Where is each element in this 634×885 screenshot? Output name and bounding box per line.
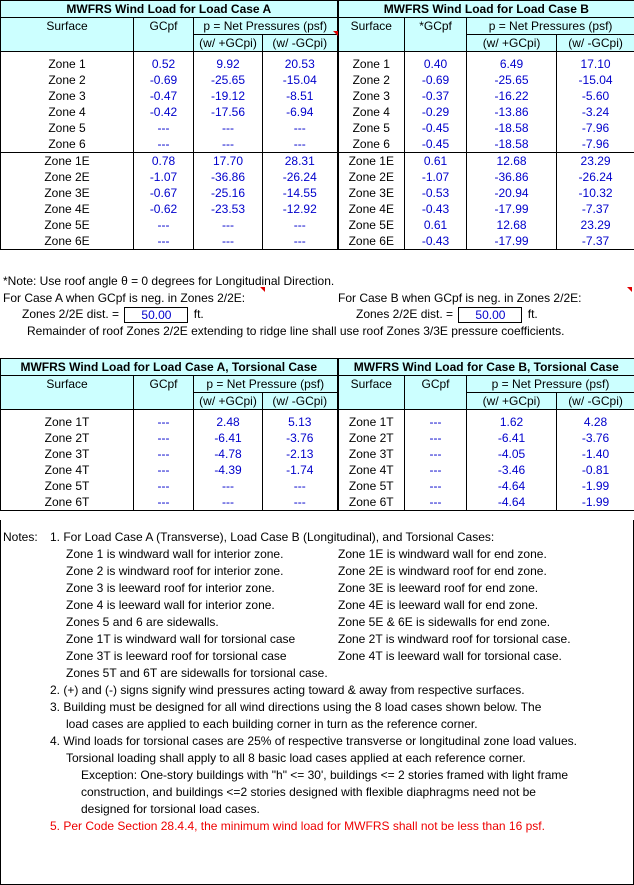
- table-cell-a-gc: 0.52: [134, 56, 194, 72]
- note-4-exception: Exception: One-story buildings with "h" <= 30', buildings <= 2 stories framed with light frame: [81, 768, 569, 782]
- table-row: [1, 233, 634, 250]
- table-cell-b-pos: -18.58: [467, 136, 557, 153]
- table-cell-b-surf: Zone 1: [338, 56, 405, 72]
- table-cell-a-surf: Zone 6E: [1, 233, 134, 250]
- roof-angle-note: *Note: Use roof angle θ = 0 degrees for Longitudinal Direction.: [3, 274, 335, 288]
- table-cell-b-gc: -0.43: [405, 201, 467, 217]
- zone-note-left: Zone 3 is leeward roof for interior zone.: [66, 581, 275, 595]
- table-cell-b-neg: -26.24: [557, 169, 634, 185]
- table-cell-a-pos: -4.39: [194, 462, 263, 478]
- table-cell-a-pos: -36.86: [194, 169, 263, 185]
- table-cell-a-gc: ---: [134, 462, 194, 478]
- table-row: [1, 153, 634, 170]
- table-cell-a-gc: -0.69: [134, 72, 194, 88]
- case-b-dist-label: Zones 2/2E dist. =: [356, 307, 454, 321]
- table-cell-a-gc: ---: [134, 414, 194, 430]
- zone-note-right: Zone 4T is leeward wall for torsional case.: [338, 649, 562, 663]
- table-cell-a-gc: ---: [134, 233, 194, 250]
- col-gcpf: GCpf: [405, 376, 467, 393]
- comment-marker: [333, 31, 338, 36]
- table-cell-b-surf: Zone 4T: [338, 462, 405, 478]
- table-cell-b-surf: Zone 2: [338, 72, 405, 88]
- case-a-dist-row: [22, 306, 322, 323]
- note-4-cont: Torsional loading shall apply to all 8 basic load cases applied at each reference corner.: [66, 751, 526, 765]
- table-cell-a-pos: -19.12: [194, 88, 263, 104]
- note-5-number: 5.: [50, 819, 61, 833]
- table-cell-a-neg: 5.13: [263, 414, 338, 430]
- table-cell-a-neg: -12.92: [263, 201, 338, 217]
- table-cell-a-surf: Zone 4E: [1, 201, 134, 217]
- table-cell-b-surf: Zone 3E: [338, 185, 405, 201]
- table-cell-b-pos: 12.68: [467, 153, 557, 170]
- table-cell-a-gc: ---: [134, 136, 194, 153]
- note-4-exception-cont: construction, and buildings <=2 stories designed with flexible diaphragms need not be: [81, 785, 536, 799]
- col-net-pressure: p = Net Pressures (psf): [467, 18, 634, 35]
- table-cell-b-pos: -4.05: [467, 446, 557, 462]
- table-cell-a-surf: Zone 3T: [1, 446, 134, 462]
- notes-left-border: [0, 520, 1, 884]
- table-cell-a-surf: Zone 4T: [1, 462, 134, 478]
- table-row: [1, 120, 634, 136]
- case-b-title: MWFRS Wind Load for Load Case B: [338, 1, 634, 18]
- table-cell-b-neg: -7.37: [557, 201, 634, 217]
- col-surface: Surface: [338, 18, 405, 35]
- table-cell-a-pos: ---: [194, 217, 263, 233]
- table-row: [1, 136, 634, 153]
- table-cell-a-pos: -25.16: [194, 185, 263, 201]
- table-cell-a-neg: ---: [263, 494, 338, 511]
- table-cell-b-pos: 1.62: [467, 414, 557, 430]
- case-b-dist-unit: ft.: [527, 307, 538, 321]
- case-b-dist-row: [356, 306, 626, 323]
- remainder-note: Remainder of roof Zones 2/2E extending to ridge line shall use roof Zones 3/3E pressure coefficients.: [27, 324, 565, 338]
- table-cell-b-surf: Zone 1E: [338, 153, 405, 170]
- table-cell-b-surf: Zone 5T: [338, 478, 405, 494]
- table-cell-a-surf: Zone 2E: [1, 169, 134, 185]
- table-cell-b-neg: -5.60: [557, 88, 634, 104]
- col-net-pressure: p = Net Pressure (psf): [194, 376, 338, 393]
- table-cell-b-gc: ---: [405, 494, 467, 511]
- table-cell-a-surf: Zone 2T: [1, 430, 134, 446]
- table-cell-b-pos: -16.22: [467, 88, 557, 104]
- table-cell-b-neg: -1.99: [557, 494, 634, 511]
- table-cell-b-gc: ---: [405, 462, 467, 478]
- table-cell-a-gc: ---: [134, 494, 194, 511]
- table-cell-b-neg: 23.29: [557, 153, 634, 170]
- table-cell-a-surf: Zone 1E: [1, 153, 134, 170]
- table-cell-b-surf: Zone 5E: [338, 217, 405, 233]
- table-cell-b-pos: -13.86: [467, 104, 557, 120]
- torsional-a-title: MWFRS Wind Load for Load Case A, Torsional Case: [1, 359, 338, 376]
- table-row: [1, 104, 634, 120]
- table-row: [1, 478, 634, 494]
- note-1: 1. For Load Case A (Transverse), Load Case B (Longitudinal), and Torsional Cases:: [50, 530, 495, 544]
- table-cell-a-surf: Zone 1: [1, 56, 134, 72]
- col-pos-gcpi: (w/ +GCpi): [467, 35, 557, 52]
- zone-note-right: Zone 3E is leeward roof for end zone.: [338, 581, 539, 595]
- table-cell-b-pos: -17.99: [467, 201, 557, 217]
- table-cell-a-gc: 0.78: [134, 153, 194, 170]
- note-4-exception-end: designed for torsional load cases.: [81, 802, 260, 816]
- table-cell-b-surf: Zone 4E: [338, 201, 405, 217]
- table-cell-b-neg: 17.10: [557, 56, 634, 72]
- table-cell-a-neg: -8.51: [263, 88, 338, 104]
- table-cell-a-neg: 20.53: [263, 56, 338, 72]
- table-row: [1, 430, 634, 446]
- table-cell-a-neg: -6.94: [263, 104, 338, 120]
- col-surface: Surface: [338, 376, 405, 393]
- col-neg-gcpi: (w/ -GCpi): [263, 35, 338, 52]
- table-cell-b-surf: Zone 5: [338, 120, 405, 136]
- table-cell-b-gc: -0.45: [405, 136, 467, 153]
- zone-note-right: Zone 1E is windward wall for end zone.: [338, 547, 547, 561]
- table-cell-b-gc: -0.45: [405, 120, 467, 136]
- col-surface: Surface: [1, 376, 134, 393]
- table-cell-b-neg: -1.40: [557, 446, 634, 462]
- col-gcpf: GCpf: [134, 18, 194, 35]
- table-cell-a-neg: ---: [263, 217, 338, 233]
- table-cell-a-neg: ---: [263, 233, 338, 250]
- zone-note-right: Zone 2T is windward roof for torsional case.: [338, 632, 571, 646]
- table-cell-b-pos: -6.41: [467, 430, 557, 446]
- table-cell-a-surf: Zone 3E: [1, 185, 134, 201]
- table-cell-a-pos: -23.53: [194, 201, 263, 217]
- case-a-neg-note: For Case A when GCpf is neg. in Zones 2/2E:: [3, 291, 246, 305]
- table-row: [1, 56, 634, 72]
- table-cell-b-neg: -10.32: [557, 185, 634, 201]
- table-cell-b-surf: Zone 6: [338, 136, 405, 153]
- table-row: [1, 72, 634, 88]
- table-cell-b-surf: Zone 2T: [338, 430, 405, 446]
- table-cell-b-pos: -3.46: [467, 462, 557, 478]
- col-net-pressure: p = Net Pressures (psf): [194, 18, 338, 35]
- table-cell-a-pos: 2.48: [194, 414, 263, 430]
- zone-note-right: Zone 5E & 6E is sidewalls for end zone.: [338, 615, 551, 629]
- table-cell-b-pos: -25.65: [467, 72, 557, 88]
- table-cell-a-pos: ---: [194, 120, 263, 136]
- table-cell-b-gc: -0.29: [405, 104, 467, 120]
- table-cell-a-pos: -6.41: [194, 430, 263, 446]
- table-row: [1, 201, 634, 217]
- zone-note-left: Zone 3T is leeward roof for torsional case: [66, 649, 287, 663]
- table-cell-a-gc: -0.67: [134, 185, 194, 201]
- zone-note-right: Zone 4E is leeward wall for end zone.: [338, 598, 539, 612]
- table-cell-b-gc: ---: [405, 430, 467, 446]
- table-row: [1, 462, 634, 478]
- table-cell-a-gc: ---: [134, 430, 194, 446]
- table-cell-b-pos: -4.64: [467, 494, 557, 511]
- table-cell-a-gc: ---: [134, 217, 194, 233]
- table-cell-a-surf: Zone 5: [1, 120, 134, 136]
- table-cell-a-gc: -0.42: [134, 104, 194, 120]
- table-cell-b-pos: -4.64: [467, 478, 557, 494]
- table-cell-b-gc: ---: [405, 446, 467, 462]
- table-cell-a-surf: Zone 6T: [1, 494, 134, 511]
- table-cell-b-pos: -17.99: [467, 233, 557, 250]
- table-cell-b-surf: Zone 4: [338, 104, 405, 120]
- table-cell-a-surf: Zone 2: [1, 72, 134, 88]
- table-cell-a-pos: -25.65: [194, 72, 263, 88]
- table-cell-a-neg: -15.04: [263, 72, 338, 88]
- zone-note-right: Zone 2E is windward roof for end zone.: [338, 564, 547, 578]
- table-cell-a-neg: -3.76: [263, 430, 338, 446]
- case-a-dist-unit: ft.: [193, 307, 204, 321]
- table-cell-b-neg: 4.28: [557, 414, 634, 430]
- col-gcpf: GCpf: [134, 376, 194, 393]
- table-cell-b-gc: 0.40: [405, 56, 467, 72]
- notes-label: Notes:: [3, 530, 38, 544]
- table-cell-b-neg: -7.96: [557, 120, 634, 136]
- table-cell-a-neg: ---: [263, 120, 338, 136]
- table-row: [1, 217, 634, 233]
- col-neg-gcpi: (w/ -GCpi): [557, 393, 634, 410]
- table-cell-b-gc: -0.37: [405, 88, 467, 104]
- table-cell-a-gc: ---: [134, 120, 194, 136]
- table-cell-a-neg: 28.31: [263, 153, 338, 170]
- note-4: 4. Wind loads for torsional cases are 25% of respective transverse or longitudinal zone load values.: [50, 734, 577, 748]
- zone-note-left: Zones 5 and 6 are sidewalls.: [66, 615, 219, 629]
- table-cell-a-surf: Zone 5E: [1, 217, 134, 233]
- table-cell-b-pos: -20.94: [467, 185, 557, 201]
- table-cell-b-neg: -3.76: [557, 430, 634, 446]
- table-cell-a-pos: ---: [194, 233, 263, 250]
- table-row: [1, 494, 634, 511]
- table-cell-a-pos: -17.56: [194, 104, 263, 120]
- table-cell-a-neg: -14.55: [263, 185, 338, 201]
- table-cell-a-pos: 9.92: [194, 56, 263, 72]
- table-cell-b-pos: 6.49: [467, 56, 557, 72]
- zone-note-left: Zone 1 is windward wall for interior zone.: [66, 547, 284, 561]
- col-net-pressure: p = Net Pressure (psf): [467, 376, 634, 393]
- col-surface: Surface: [1, 18, 134, 35]
- col-neg-gcpi: (w/ -GCpi): [557, 35, 634, 52]
- col-pos-gcpi: (w/ +GCpi): [194, 393, 263, 410]
- table-cell-b-pos: 12.68: [467, 217, 557, 233]
- table-cell-a-pos: 17.70: [194, 153, 263, 170]
- table-cell-a-surf: Zone 3: [1, 88, 134, 104]
- table-cell-a-gc: -0.62: [134, 201, 194, 217]
- table-row: [1, 88, 634, 104]
- table-cell-b-gc: ---: [405, 478, 467, 494]
- table-cell-b-surf: Zone 3: [338, 88, 405, 104]
- table-cell-b-neg: -15.04: [557, 72, 634, 88]
- zone-note-5t-6t: Zones 5T and 6T are sidewalls for torsional case.: [66, 666, 328, 680]
- table-cell-b-neg: -0.81: [557, 462, 634, 478]
- table-cell-a-gc: -1.07: [134, 169, 194, 185]
- table-cell-a-neg: -26.24: [263, 169, 338, 185]
- torsional-table: [0, 358, 634, 511]
- case-b-dist-input[interactable]: 50.00: [458, 307, 522, 323]
- table-cell-b-gc: 0.61: [405, 217, 467, 233]
- table-cell-a-neg: -2.13: [263, 446, 338, 462]
- zone-note-left: Zone 1T is windward wall for torsional case: [66, 632, 296, 646]
- note-3: 3. Building must be designed for all wind directions using the 8 load cases shown below. The: [50, 700, 542, 714]
- table-cell-b-surf: Zone 6T: [338, 494, 405, 511]
- torsional-b-title: MWFRS Wind Load for Case B, Torsional Case: [338, 359, 634, 376]
- case-a-dist-input[interactable]: 50.00: [124, 307, 188, 323]
- note-3-cont: load cases are applied to each building corner in turn as the reference corner.: [66, 717, 478, 731]
- table-cell-b-surf: Zone 6E: [338, 233, 405, 250]
- table-cell-a-pos: ---: [194, 136, 263, 153]
- table-cell-b-pos: -36.86: [467, 169, 557, 185]
- table-cell-b-pos: -18.58: [467, 120, 557, 136]
- table-cell-a-neg: ---: [263, 478, 338, 494]
- zone-note-left: Zone 4 is leeward wall for interior zone.: [66, 598, 275, 612]
- case-a-dist-label: Zones 2/2E dist. =: [22, 307, 120, 321]
- case-b-neg-note: For Case B when GCpf is neg. in Zones 2/2E:: [338, 291, 582, 305]
- table-cell-a-neg: -1.74: [263, 462, 338, 478]
- zone-note-left: Zone 2 is windward roof for interior zone.: [66, 564, 284, 578]
- table-cell-b-neg: -3.24: [557, 104, 634, 120]
- table-cell-b-neg: -1.99: [557, 478, 634, 494]
- table-cell-b-gc: -0.69: [405, 72, 467, 88]
- col-gcpf-b: *GCpf: [405, 18, 467, 35]
- col-neg-gcpi: (w/ -GCpi): [263, 393, 338, 410]
- table-cell-b-gc: -1.07: [405, 169, 467, 185]
- table-cell-a-gc: -0.47: [134, 88, 194, 104]
- table-row: [1, 446, 634, 462]
- table-cell-a-pos: -4.78: [194, 446, 263, 462]
- note-5-text: Per Code Section 28.4.4, the minimum wind load for MWFRS shall not be less than 16 psf.: [63, 819, 545, 833]
- table-cell-b-gc: -0.43: [405, 233, 467, 250]
- table-cell-b-neg: -7.37: [557, 233, 634, 250]
- table-cell-a-surf: Zone 5T: [1, 478, 134, 494]
- table-cell-b-gc: ---: [405, 414, 467, 430]
- table-cell-b-surf: Zone 2E: [338, 169, 405, 185]
- table-cell-b-neg: -7.96: [557, 136, 634, 153]
- case-ab-table: [0, 0, 634, 250]
- table-cell-a-surf: Zone 1T: [1, 414, 134, 430]
- table-cell-b-neg: 23.29: [557, 217, 634, 233]
- table-cell-a-surf: Zone 4: [1, 104, 134, 120]
- table-row: [1, 169, 634, 185]
- table-cell-b-gc: 0.61: [405, 153, 467, 170]
- case-a-title: MWFRS Wind Load for Load Case A: [1, 1, 338, 18]
- table-cell-b-surf: Zone 3T: [338, 446, 405, 462]
- note-5: [50, 818, 634, 835]
- table-cell-b-surf: Zone 1T: [338, 414, 405, 430]
- col-pos-gcpi: (w/ +GCpi): [467, 393, 557, 410]
- table-row: [1, 185, 634, 201]
- table-row: [1, 414, 634, 430]
- col-pos-gcpi: (w/ +GCpi): [194, 35, 263, 52]
- table-cell-a-gc: ---: [134, 446, 194, 462]
- table-cell-b-gc: -0.53: [405, 185, 467, 201]
- table-cell-a-neg: ---: [263, 136, 338, 153]
- table-cell-a-gc: ---: [134, 478, 194, 494]
- table-cell-a-surf: Zone 6: [1, 136, 134, 153]
- table-cell-a-pos: ---: [194, 494, 263, 511]
- table-cell-a-pos: ---: [194, 478, 263, 494]
- note-2: 2. (+) and (-) signs signify wind pressures acting toward & away from respective surfaces.: [50, 683, 525, 697]
